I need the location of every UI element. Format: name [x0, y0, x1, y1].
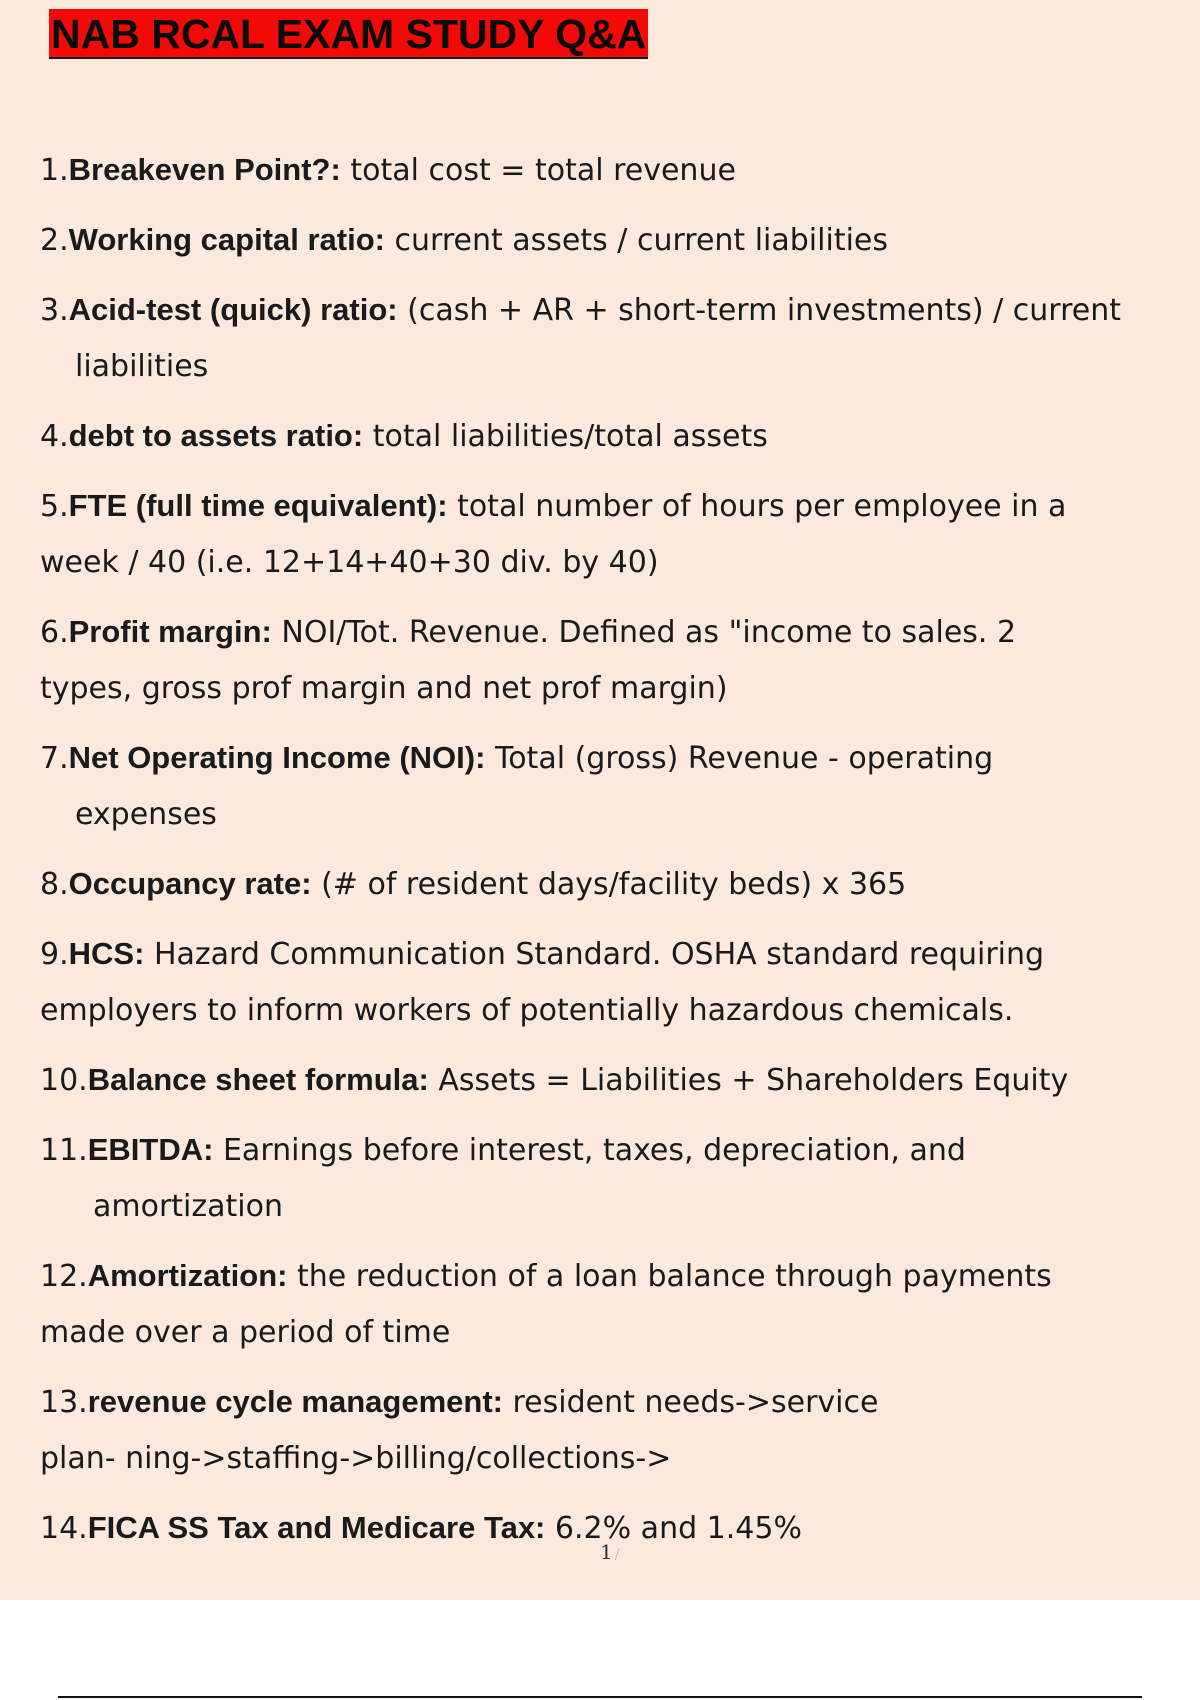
list-item — [40, 408, 1200, 465]
item-continuation: amortization — [93, 1189, 283, 1224]
item-number: 14. — [40, 1511, 88, 1546]
item-number: 3. — [40, 293, 69, 328]
item-continuation: liabilities — [75, 349, 209, 384]
item-term: Working capital ratio: — [68, 222, 385, 257]
item-wrap: employers to inform workers of potentially hazardous chemicals. — [40, 993, 1014, 1028]
item-number: 12. — [40, 1259, 88, 1294]
item-number: 7. — [40, 741, 69, 776]
item-number: 10. — [40, 1063, 88, 1098]
item-wrap: plan- ning->staffing->billing/collections-> — [40, 1441, 672, 1476]
list-item — [40, 282, 1200, 395]
item-term: FICA SS Tax and Medicare Tax: — [87, 1510, 546, 1545]
item-text: resident needs->service — [502, 1385, 879, 1420]
item-text: the reduction of a loan balance through payments — [287, 1259, 1052, 1294]
item-term: Profit margin: — [68, 614, 272, 649]
item-term: EBITDA: — [87, 1132, 214, 1167]
item-wrap: types, gross prof margin and net prof margin) — [40, 671, 728, 706]
item-text: total cost = total revenue — [340, 153, 736, 188]
item-term: Acid-test (quick) ratio: — [68, 292, 398, 327]
item-text: NOI/Tot. Revenue. Defined as "income to sales. 2 — [271, 615, 1017, 650]
item-text: 6.2% and 1.45% — [545, 1511, 802, 1546]
item-text: Hazard Communication Standard. OSHA standard requiring — [144, 937, 1045, 972]
item-number: 5. — [40, 489, 69, 524]
list-item — [40, 604, 1200, 717]
page-number-suffix: / — [614, 1547, 620, 1563]
item-number: 9. — [40, 937, 69, 972]
item-term: Net Operating Income (NOI): — [68, 740, 486, 775]
item-number: 8. — [40, 867, 69, 902]
item-term: debt to assets ratio: — [68, 418, 364, 453]
page-title: NAB RCAL EXAM STUDY Q&A — [51, 11, 647, 57]
list-item — [40, 1374, 1200, 1487]
page-number — [600, 1540, 619, 1564]
item-text: (# of resident days/facility beds) x 365 — [311, 867, 907, 902]
list-item — [40, 1500, 1200, 1557]
item-number: 2. — [40, 223, 69, 258]
list-item — [40, 478, 1200, 591]
list-item — [40, 1248, 1200, 1361]
item-text: Assets = Liabilities + Shareholders Equity — [428, 1063, 1069, 1098]
item-text: Total (gross) Revenue - operating — [485, 741, 994, 776]
item-term: FTE (full time equivalent): — [68, 488, 448, 523]
item-number: 4. — [40, 419, 69, 454]
item-term: Amortization: — [87, 1258, 288, 1293]
list-item — [40, 730, 1200, 843]
page-number-value: 1 — [600, 1540, 613, 1564]
list-item — [40, 856, 1200, 913]
item-number: 11. — [40, 1133, 88, 1168]
item-text: Earnings before interest, taxes, depreciation, and — [213, 1133, 966, 1168]
item-number: 13. — [40, 1385, 88, 1420]
list-item — [40, 1122, 1200, 1235]
list-item — [40, 1052, 1200, 1109]
item-text: current assets / current liabilities — [384, 223, 888, 258]
qa-list — [40, 142, 1200, 1570]
list-item — [40, 212, 1200, 269]
item-text: total liabilities/total assets — [363, 419, 768, 454]
item-text: total number of hours per employee in a — [447, 489, 1067, 524]
item-term: HCS: — [68, 936, 145, 971]
item-wrap: made over a period of time — [40, 1315, 451, 1350]
item-number: 6. — [40, 615, 69, 650]
item-continuation: expenses — [75, 797, 217, 832]
page-divider — [58, 1696, 1142, 1698]
item-term: Occupancy rate: — [68, 866, 312, 901]
item-term: revenue cycle management: — [87, 1384, 503, 1419]
item-term: Balance sheet formula: — [87, 1062, 429, 1097]
item-wrap: week / 40 (i.e. 12+14+40+30 div. by 40) — [40, 545, 659, 580]
list-item — [40, 926, 1200, 1039]
item-term: Breakeven Point?: — [68, 152, 341, 187]
item-text: (cash + AR + short-term investments) / current — [397, 293, 1121, 328]
item-number: 1. — [40, 153, 69, 188]
list-item — [40, 142, 1200, 199]
